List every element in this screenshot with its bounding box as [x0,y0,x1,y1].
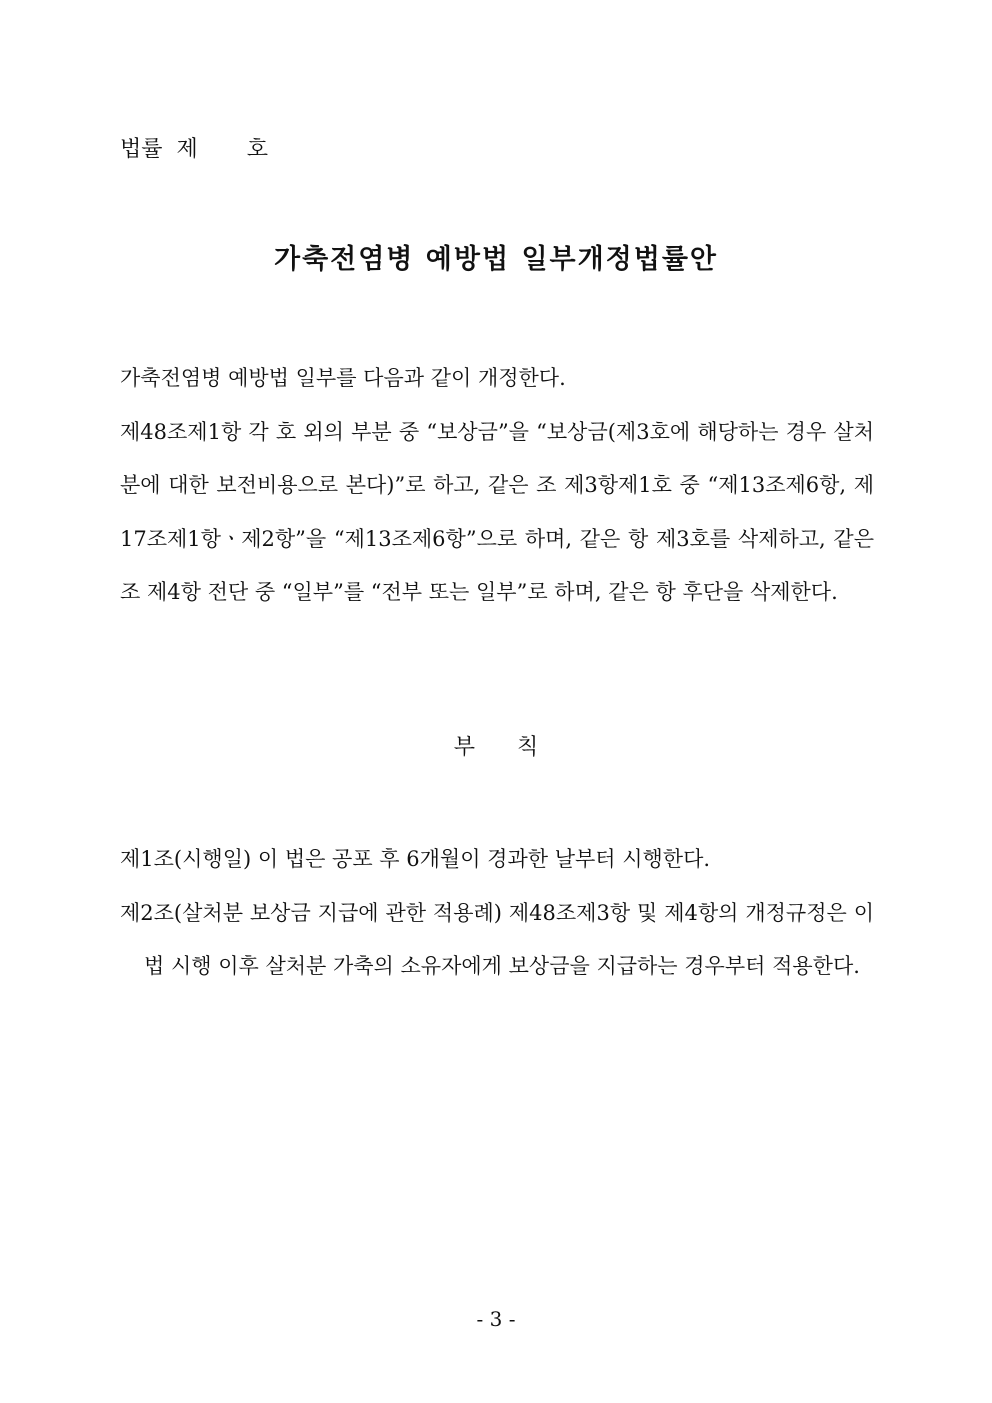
law-number-line: 법률 제 호 [120,137,268,162]
amendment-body [120,352,874,620]
article-effective-date: 제1조(시행일) 이 법은 공포 후 6개월이 경과한 날부터 시행한다. [120,847,711,871]
supplementary-articles [120,833,874,994]
article-application: 제2조(살처분 보상금 지급에 관한 적용례) 제48조제3항 및 제4항의 개정규정은 이 법 시행 이후 살처분 가축의 소유자에게 보상금을 지급하는 경우부터 적용한다. [120,900,874,978]
page-number: - 3 - [476,1307,516,1331]
supplementary-provisions-heading: 부 칙 [453,735,539,760]
amendment-intro: 가축전염병 예방법 일부를 다음과 같이 개정한다. [120,366,566,390]
amendment-text: 제48조제1항 각 호 외의 부분 중 “보상금”을 “보상금(제3호에 해당하는 경우 살처분에 대한 보전비용으로 본다)”로 하고, 같은 조 제3항제1호 중 “제13조제6항, 제17조제1항ㆍ제2항”을 “제13조제6항”으로 하며, 같은 항 제3호를 삭제하고, 같은 조 제4항 전단 중 “일부”를 “전부 또는 일부”로 하며, 같은 항 후단을 삭제한다. [120,419,874,604]
bill-title: 가축전염병 예방법 일부개정법률안 [273,244,719,275]
